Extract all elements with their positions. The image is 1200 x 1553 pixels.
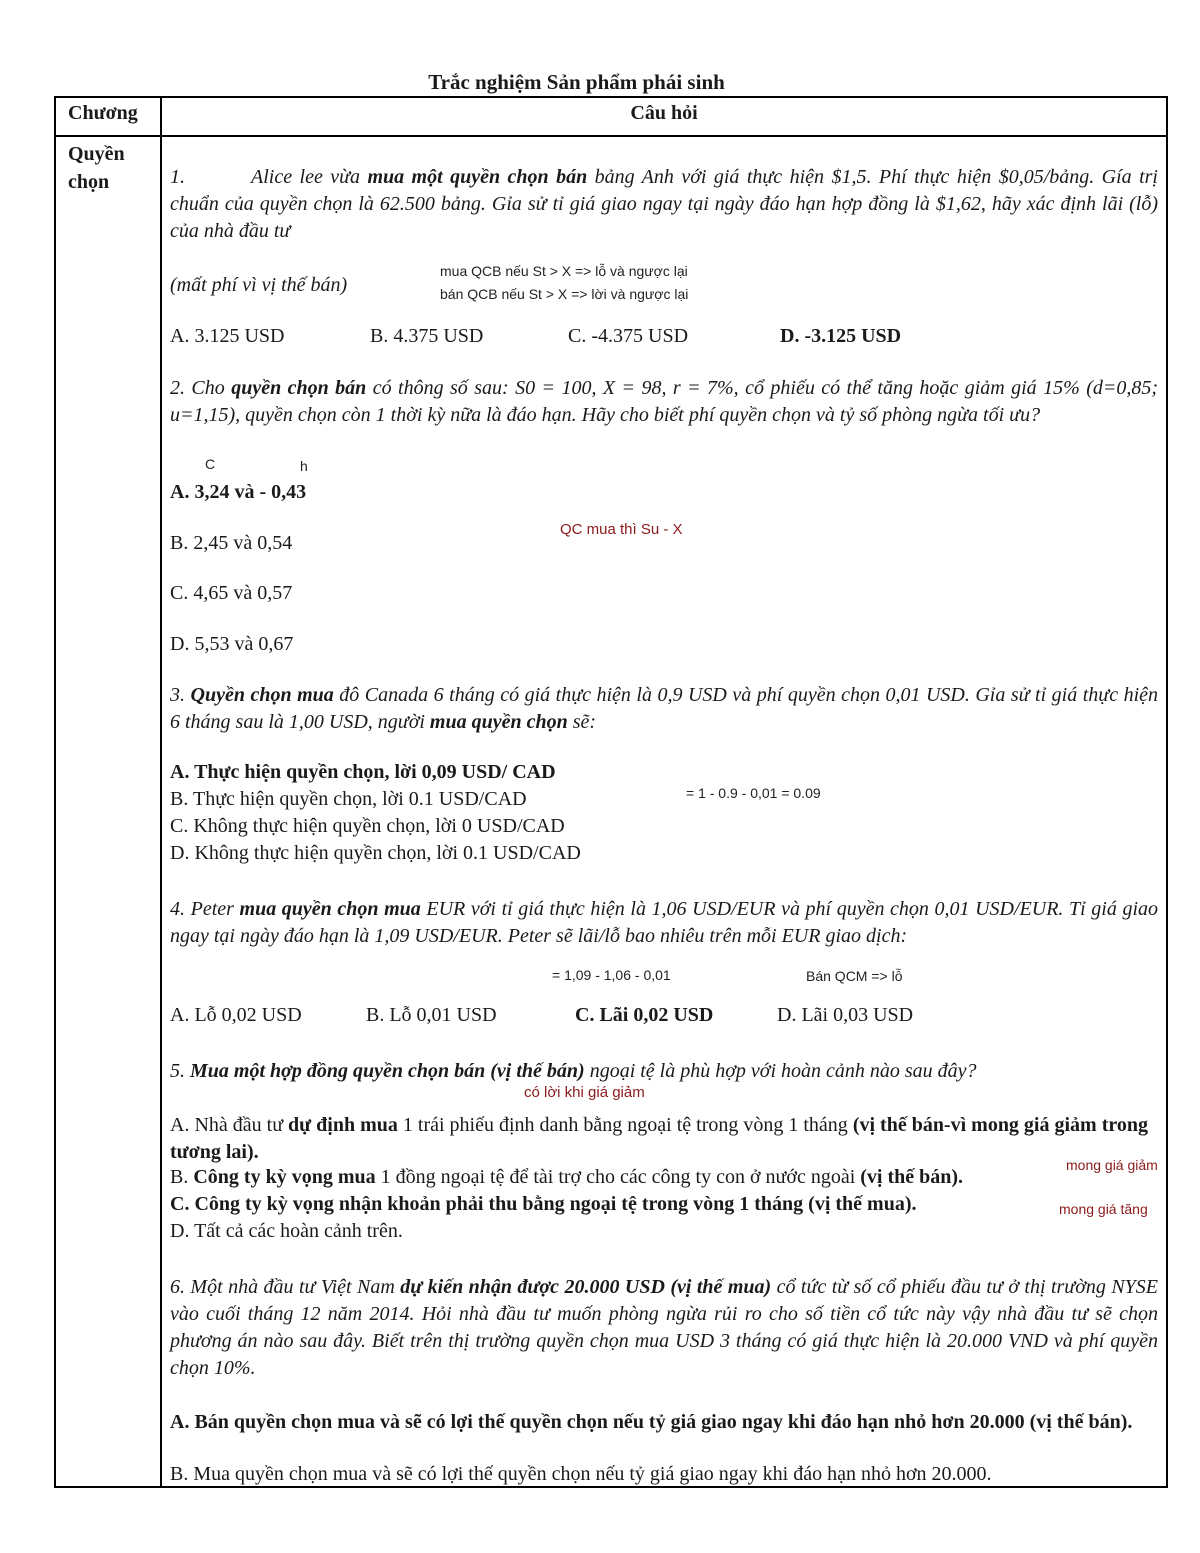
question-4-option-d: D. Lãi 0,03 USD — [777, 1004, 914, 1026]
question-2-text: 2. Cho quyền chọn bán có thông số sau: S0 = 100, X = 98, r = 7%, cổ phiếu có thể tăng hoặc giảm giá 15% (d=0,85; u=1,15), quyền chọn còn 1 thời kỳ nữa là đáo hạn. Hãy cho biết phí quyền chọn và tỷ số phòng ngừa tối ưu? — [170, 377, 1159, 426]
question-2-option-d: D. 5,53 và 0,67 — [170, 633, 294, 655]
question-5-red-note-3: mong giá tăng — [1059, 1201, 1148, 1217]
question-6-option-b: B. Mua quyền chọn mua và sẽ có lợi thế quyền chọn nếu tỷ giá giao ngay khi đáo hạn nhỏ hơn 20.000. — [170, 1463, 992, 1485]
question-2-mark-c: C — [205, 456, 216, 472]
question-3-option-b: B. Thực hiện quyền chọn, lời 0.1 USD/CAD — [170, 788, 527, 810]
question-4-calc: = 1,09 - 1,06 - 0,01 — [552, 967, 671, 983]
question-5-option-c: C. Công ty kỳ vọng nhận khoản phải thu bằng ngoại tệ trong vòng 1 tháng (vị thế mua). — [170, 1193, 917, 1215]
question-5-red-note-2: mong giá giảm — [1066, 1157, 1158, 1173]
question-1-note-2: bán QCB nếu St > X => lời và ngược lại — [440, 286, 689, 302]
question-3-calc: = 1 - 0.9 - 0,01 = 0.09 — [686, 785, 821, 801]
question-4-text: 4. Peter mua quyền chọn mua EUR với tỉ giá thực hiện là 1,06 USD/EUR và phí quyền chọn 0,01 USD/EUR. Tỉ giá giao ngay tại ngày đáo hạn là 1,09 USD/EUR. Peter sẽ lãi/lỗ bao nhiêu trên mỗi EUR giao dịch: — [170, 898, 1159, 947]
header-divider — [56, 135, 1166, 137]
question-4-option-b: B. Lỗ 0,01 USD — [366, 1004, 497, 1026]
question-5-option-d: D. Tất cả các hoàn cảnh trên. — [170, 1220, 403, 1242]
question-2-mark-h: h — [300, 458, 308, 474]
question-6-text: 6. Một nhà đầu tư Việt Nam dự kiến nhận được 20.000 USD (vị thế mua) cổ tức từ số cổ phiếu đầu tư ở thị trường NYSE vào cuối tháng 12 năm 2014. Hỏi nhà đầu tư muốn phòng ngừa rủi ro cho số tiền cổ tức này vậy nhà đầu tư sẽ chọn phương án nào sau đây. Biết trên thị trường quyền chọn mua USD 3 tháng có giá thực hiện là 20.000 VND và phí quyền chọn 10%. — [170, 1276, 1159, 1379]
question-5-option-a: A. Nhà đầu tư dự định mua 1 trái phiếu định danh bằng ngoại tệ trong vòng 1 tháng (vị thế bán-vì mong giá giảm trong tương lai). — [170, 1114, 1149, 1163]
question-2-option-c: C. 4,65 và 0,57 — [170, 582, 293, 604]
question-1-option-d: D. -3.125 USD — [780, 325, 902, 347]
question-3-option-a: A. Thực hiện quyền chọn, lời 0,09 USD/ CAD — [170, 761, 556, 783]
question-1-text: 1. Alice lee vừa mua một quyền chọn bán bảng Anh với giá thực hiện $1,5. Phí thực hiện $0,05/bảng. Gía trị chuẩn của quyền chọn là 62.500 bảng. Gỉa sử tỉ giá giao ngay tại ngày đáo hạn hợp đồng là $1,62, hãy xác định lãi (lỗ) của nhà đầu tư — [170, 166, 1158, 242]
document-title: Trắc nghiệm Sản phẩm phái sinh — [428, 70, 725, 94]
question-1-option-b: B. 4.375 USD — [370, 325, 484, 347]
column-divider — [160, 98, 162, 1486]
question-3-option-d: D. Không thực hiện quyền chọn, lời 0.1 USD/CAD — [170, 842, 581, 864]
question-5-text: 5. Mua một hợp đồng quyền chọn bán (vị thế bán) ngoại tệ là phù hợp với hoàn cảnh nào sau đây? — [170, 1060, 977, 1082]
question-3-option-c: C. Không thực hiện quyền chọn, lời 0 USD/CAD — [170, 815, 565, 837]
question-4-option-c: C. Lãi 0,02 USD — [575, 1004, 714, 1026]
question-2-option-b: B. 2,45 và 0,54 — [170, 532, 293, 554]
question-5-option-b: B. Công ty kỳ vọng mua 1 đồng ngoại tệ để tài trợ cho các công ty con ở nước ngoài (vị thế bán). — [170, 1166, 964, 1188]
header-chapter: Chương — [68, 102, 138, 124]
question-4-option-a: A. Lỗ 0,02 USD — [170, 1004, 302, 1026]
question-2-option-a: A. 3,24 và - 0,43 — [170, 481, 307, 503]
question-4-note: Bán QCM => lỗ — [806, 968, 903, 984]
question-1-note-1: mua QCB nếu St > X => lỗ và ngược lại — [440, 263, 688, 279]
question-3-text: 3. Quyền chọn mua đô Canada 6 tháng có giá thực hiện là 0,9 USD và phí quyền chọn 0,01 USD. Gỉa sử tỉ giá thực hiện 6 tháng sau là 1,00 USD, người mua quyền chọn sẽ: — [170, 684, 1159, 733]
question-1-option-a: A. 3.125 USD — [170, 325, 285, 347]
question-1-remark: (mất phí vì vị thế bán) — [170, 274, 348, 296]
chapter-name: Quyền chọn — [68, 143, 125, 193]
question-1-number: 1. — [170, 166, 185, 188]
question-1-option-c: C. -4.375 USD — [568, 325, 689, 347]
question-2-red-note: QC mua thì Su - X — [560, 521, 683, 538]
question-5-red-note: có lời khi giá giảm — [524, 1084, 645, 1101]
header-question: Câu hỏi — [630, 102, 698, 124]
question-6-option-a: A. Bán quyền chọn mua và sẽ có lợi thế quyền chọn nếu tỷ giá giao ngay khi đáo hạn nhỏ hơn 20.000 (vị thế bán). — [170, 1411, 1133, 1433]
